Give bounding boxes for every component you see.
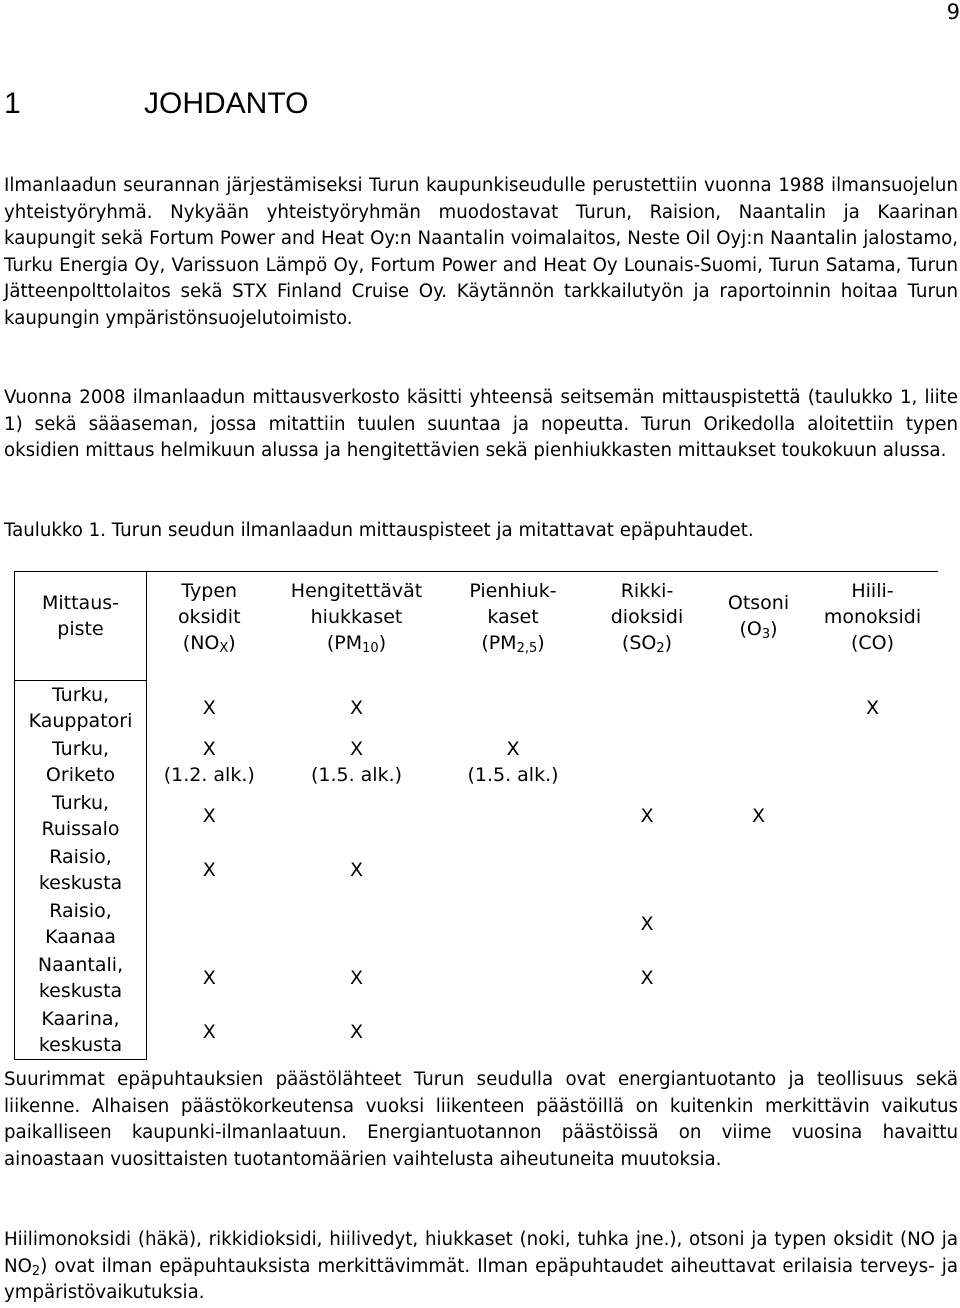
measurement-cell bbox=[710, 843, 808, 897]
table-row bbox=[15, 1005, 938, 1060]
measurement-cell: X bbox=[349, 696, 364, 719]
measurement-cell bbox=[442, 1005, 585, 1060]
measurement-cell bbox=[808, 897, 938, 951]
measurement-cell bbox=[710, 735, 808, 789]
section-title: JOHDANTO bbox=[144, 87, 309, 120]
measurement-table bbox=[14, 571, 938, 1060]
header-site: Mittaus- piste bbox=[15, 572, 147, 681]
measurement-cell: X bbox=[349, 967, 364, 989]
site-cell: Raisio, keskusta bbox=[15, 843, 147, 897]
measurement-cell: X bbox=[751, 805, 766, 827]
measurement-cell bbox=[585, 1005, 710, 1060]
measurement-cell bbox=[585, 843, 710, 897]
measurement-cell bbox=[808, 789, 938, 843]
measurement-cell: X (1.5. alk.) bbox=[467, 738, 559, 786]
measurement-cell: X (1.2. alk.) bbox=[163, 738, 255, 786]
table-header-row bbox=[15, 572, 938, 681]
site-cell: Turku, Kauppatori bbox=[15, 681, 147, 736]
table-row bbox=[15, 681, 938, 736]
measurement-cell bbox=[442, 789, 585, 843]
measurement-cell bbox=[808, 735, 938, 789]
intro-paragraph: Ilmanlaadun seurannan järjestämiseksi Turun kaupunkiseudulle perustettiin vuonna 1988 ilmansuojelun yhteistyöryhmä. Nykyään yhteistyöryhmän muodostavat Turun, Raision, Naantalin ja Kaarinan kaupungit sekä Fortum Power and Heat Oy:n Naantalin voimalaitos, Neste Oil Oyj:n Naantalin jalostamo, Turku Energia Oy, Varissuon Lämpö Oy, Fortum Power and Heat Oy Lounais-Suomi, Turun Satama, Turun Jätteenpolttolaitos sekä STX Finland Cruise Oy. Käytännön tarkkailutyön ja raportoinnin hoitaa Turun kaupungin ympäristönsuojelutoimisto. bbox=[4, 175, 958, 329]
measurement-cell: X bbox=[202, 859, 216, 881]
measurement-cell bbox=[710, 951, 808, 1005]
measurement-cell bbox=[442, 897, 585, 951]
sources-paragraph: Suurimmat epäpuhtauksien päästölähteet Turun seudulla ovat energiantuotanto ja teollisuus sekä liikenne. Alhaisen päästökorkeutensa vuoksi liikenteen päästöillä on kuitenkin merkittävin vaikutus paikalliseen kaupunki-ilmanlaatuun. Energiantuotannon päästöissä on viime vuosina havaittu ainoastaan vuosittaisten tuotantomäärien vaihtelusta aiheutuneita muutoksia. bbox=[4, 1069, 958, 1170]
measurement-cell bbox=[442, 951, 585, 1005]
site-cell: Turku, Ruissalo bbox=[15, 789, 147, 843]
header-pm10: Hengitettävät hiukkaset $(PM_{10})$ bbox=[272, 572, 442, 681]
table-caption: Taulukko 1. Turun seudun ilmanlaadun mittauspisteet ja mitattavat epäpuhtaudet. bbox=[4, 520, 754, 541]
header-pm25: Pienhiuk- kaset $(PM_{2,5})$ bbox=[442, 572, 585, 681]
site-cell: Kaarina, keskusta bbox=[15, 1005, 147, 1060]
measurement-cell: X bbox=[349, 859, 364, 881]
measurement-cell bbox=[585, 735, 710, 789]
measurement-cell bbox=[808, 951, 938, 1005]
measurement-cell bbox=[808, 843, 938, 897]
header-o3: Otsoni $(O_3)$ bbox=[710, 572, 808, 681]
measurement-cell bbox=[442, 681, 585, 736]
measurement-cell: X bbox=[202, 805, 216, 827]
measurement-cell bbox=[710, 1005, 808, 1060]
measurement-cell: X (1.5. alk.) bbox=[310, 738, 403, 786]
network-paragraph: Vuonna 2008 ilmanlaadun mittausverkosto käsitti yhteensä seitsemän mittauspistettä (taulukko 1, liite 1) sekä sääaseman, jossa mitattiin tuulen suuntaa ja nopeutta. Turun Orikedolla aloitettiin typen oksidien mittaus helmikuun alussa ja hengitettävien sekä pienhiukkasten mittaukset toukokuun alussa. bbox=[4, 387, 958, 461]
measurement-cell: X bbox=[865, 696, 880, 719]
header-so2: Rikki- dioksidi $(SO_2)$ bbox=[585, 572, 710, 681]
measurement-cell bbox=[710, 897, 808, 951]
measurement-cell: X bbox=[202, 967, 216, 989]
site-cell: Naantali, keskusta bbox=[15, 951, 147, 1005]
table-row bbox=[15, 735, 938, 789]
measurement-cell: X bbox=[349, 1021, 364, 1044]
measurement-cell bbox=[147, 897, 272, 951]
measurement-cell bbox=[808, 1005, 938, 1060]
pollutants-paragraph: Hiilimonoksidi (häkä), rikkidioksidi, hiilivedyt, hiukkaset (noki, tuhka jne.), otsoni ja typen oksidit (NO ja $NO_2$) ovat ilman epäpuhtauksista merkittävimmät. Ilman epäpuhtaudet aiheuttavat erilaisia terveys- ja ympäristövaikutuksia. bbox=[4, 1229, 958, 1303]
measurement-cell: X bbox=[202, 696, 216, 719]
table-row bbox=[15, 843, 938, 897]
measurement-cell: X bbox=[640, 967, 654, 989]
measurement-cell bbox=[585, 681, 710, 736]
table-row bbox=[15, 951, 938, 1005]
section-heading bbox=[4, 86, 308, 122]
header-nox: Typen oksidit $(NO_X)$ bbox=[147, 572, 272, 681]
measurement-cell bbox=[272, 897, 442, 951]
table-row bbox=[15, 897, 938, 951]
measurement-cell: X bbox=[640, 805, 654, 827]
header-co: Hiili- monoksidi (CO) bbox=[808, 572, 938, 681]
measurement-cell: X bbox=[640, 913, 654, 935]
measurement-cell bbox=[272, 789, 442, 843]
site-cell: Raisio, Kaanaa bbox=[15, 897, 147, 951]
measurement-cell bbox=[442, 843, 585, 897]
section-number: 1 bbox=[4, 87, 21, 120]
site-cell: Turku, Oriketo bbox=[15, 735, 147, 789]
page-number: 9 bbox=[946, 0, 960, 24]
measurement-cell bbox=[710, 681, 808, 736]
measurement-cell: X bbox=[202, 1021, 216, 1044]
table-row bbox=[15, 789, 938, 843]
